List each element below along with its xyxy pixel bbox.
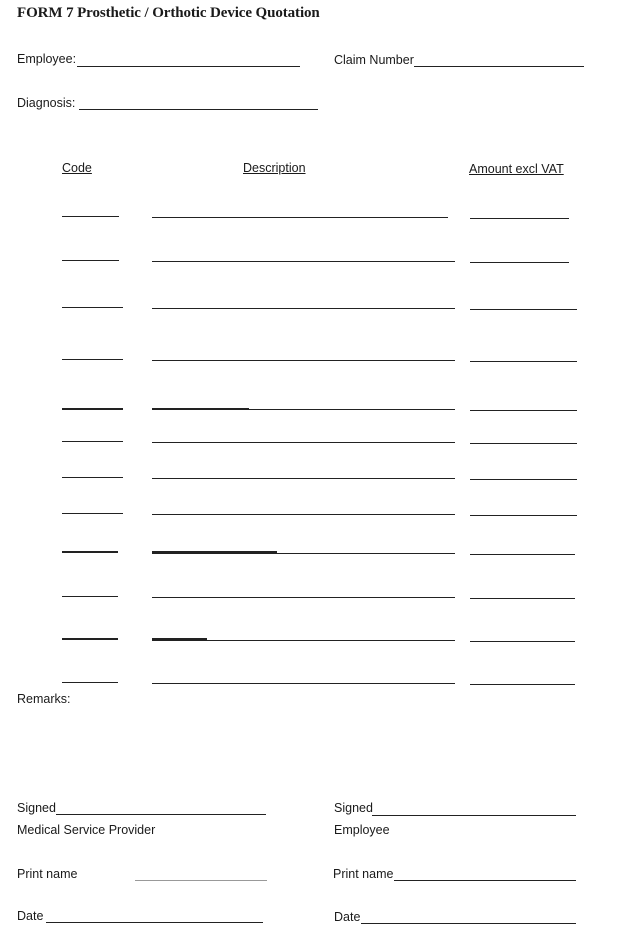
- description-field-ink: [152, 551, 277, 553]
- amount-field[interactable]: [470, 641, 575, 642]
- code-field[interactable]: [62, 359, 123, 360]
- provider-role-label: Medical Service Provider: [17, 823, 156, 837]
- description-field[interactable]: [152, 514, 455, 515]
- provider-print-name-field[interactable]: [135, 880, 267, 881]
- description-field-ink: [152, 408, 249, 410]
- amount-field[interactable]: [470, 515, 577, 516]
- employee-role-label: Employee: [334, 823, 390, 837]
- claim-number-field[interactable]: [414, 66, 584, 67]
- code-field[interactable]: [62, 260, 119, 261]
- amount-column-header: Amount excl VAT: [469, 162, 564, 176]
- form-title: FORM 7 Prosthetic / Orthotic Device Quotation: [17, 5, 320, 21]
- amount-field[interactable]: [470, 684, 575, 685]
- employee-print-name-field[interactable]: [394, 880, 576, 881]
- amount-field[interactable]: [470, 262, 569, 263]
- description-field[interactable]: [152, 360, 455, 361]
- description-column-header: Description: [243, 161, 306, 175]
- diagnosis-label: Diagnosis:: [17, 96, 76, 110]
- description-field[interactable]: [152, 640, 455, 641]
- code-field[interactable]: [62, 596, 118, 597]
- employee-print-name-label: Print name: [333, 867, 394, 881]
- amount-field[interactable]: [470, 309, 577, 310]
- employee-label: Employee:: [17, 52, 77, 66]
- code-field[interactable]: [62, 638, 118, 640]
- amount-field[interactable]: [470, 479, 577, 480]
- signed-label-provider: Signed: [17, 801, 56, 815]
- employee-signature-field[interactable]: [372, 815, 576, 816]
- provider-date-field[interactable]: [46, 922, 263, 923]
- description-field[interactable]: [152, 683, 455, 684]
- code-field[interactable]: [62, 513, 123, 514]
- claim-number-label: Claim Number: [334, 53, 414, 67]
- description-field[interactable]: [152, 478, 455, 479]
- employee-field[interactable]: [77, 66, 300, 67]
- employee-date-label: Date: [334, 910, 361, 924]
- diagnosis-field[interactable]: [79, 109, 318, 110]
- code-field[interactable]: [62, 216, 119, 217]
- code-field[interactable]: [62, 551, 118, 553]
- description-field[interactable]: [152, 308, 455, 309]
- provider-date-label: Date: [17, 909, 44, 923]
- amount-field[interactable]: [470, 598, 575, 599]
- remarks-label: Remarks:: [17, 692, 71, 706]
- provider-print-name-label: Print name: [17, 867, 78, 881]
- signed-label-employee: Signed: [334, 801, 373, 815]
- description-field[interactable]: [152, 217, 448, 218]
- description-field[interactable]: [152, 442, 455, 443]
- amount-field[interactable]: [470, 410, 577, 411]
- description-field-ink: [152, 638, 207, 640]
- amount-field[interactable]: [470, 443, 577, 444]
- code-field[interactable]: [62, 408, 123, 410]
- employee-date-field[interactable]: [361, 923, 576, 924]
- code-field[interactable]: [62, 307, 123, 308]
- amount-field[interactable]: [470, 554, 575, 555]
- provider-signature-field[interactable]: [56, 814, 266, 815]
- amount-field[interactable]: [470, 218, 569, 219]
- description-field[interactable]: [152, 597, 455, 598]
- code-field[interactable]: [62, 441, 123, 442]
- code-field[interactable]: [62, 682, 118, 683]
- amount-field[interactable]: [470, 361, 577, 362]
- code-column-header: Code: [62, 161, 92, 175]
- description-field[interactable]: [152, 553, 455, 554]
- description-field[interactable]: [152, 261, 455, 262]
- code-field[interactable]: [62, 477, 123, 478]
